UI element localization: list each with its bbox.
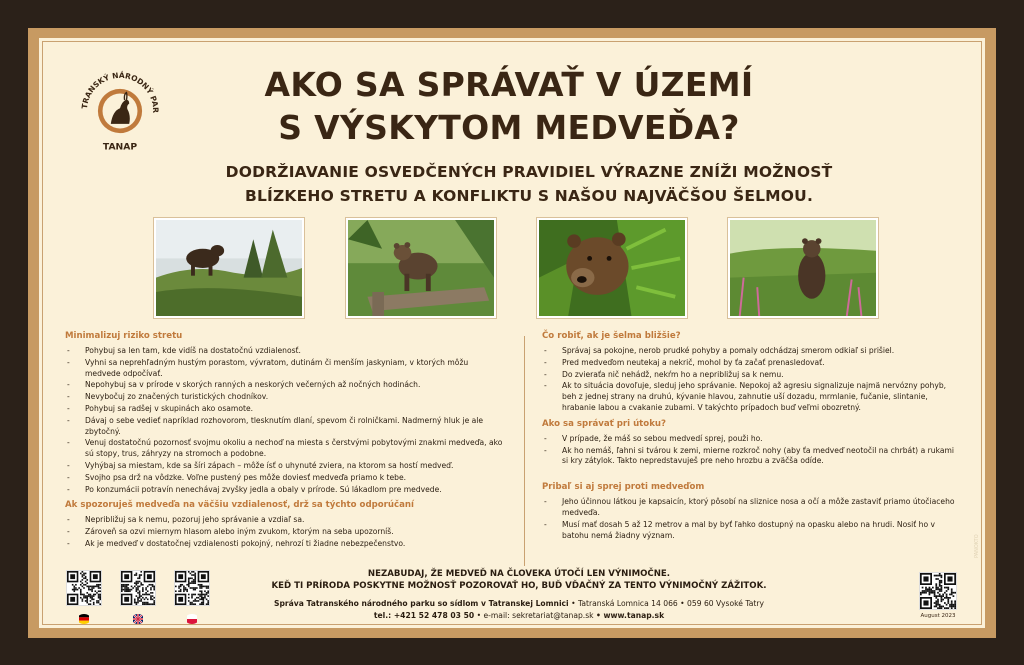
- qr-block-de[interactable]: [66, 570, 102, 624]
- printer-watermark: PANOKTO: [974, 534, 980, 558]
- warning-line-2: KEĎ TI PRÍRODA POSKYTNE MOŽNOSŤ POZOROVAŤ HO, BUĎ VĎAČNÝ ZA TENTO VÝNIMOČNÝ ZÁŽITOK.: [271, 581, 767, 591]
- list-item: - Musí mať dosah 5 až 12 metrov a mal by byť ľahko dostupný na opasku alebo na hrudi. Nosiť ho v batohu nemá žiadny význam.: [542, 520, 960, 542]
- list-item: - Vyhni sa neprehľadným hustým porastom, vývratom, dutinám či menším jaskyniam, v ktorých môžu medvede odpočívať.: [65, 358, 505, 380]
- organization-line: [239, 598, 799, 609]
- qr-block-pl[interactable]: [174, 570, 210, 624]
- title-line-2: S VÝSKYTOM MEDVEĎA?: [278, 108, 740, 147]
- list-minimize-risk: [65, 346, 505, 495]
- poster-panel: [39, 38, 985, 628]
- section-heading-bear-close: Čo robiť, ak je šelma bližšie?: [542, 331, 681, 341]
- logo-abbr: TANAP: [102, 141, 138, 153]
- list-spray: [542, 497, 960, 541]
- list-item: - Po konzumácii potravín nenechávaj zvyšky jedla a obaly v prírode. Sú lákadlom pre medvede.: [65, 485, 505, 496]
- contact-tel[interactable]: tel.: +421 52 478 03 50: [373, 611, 475, 620]
- list-bear-close: [542, 346, 960, 414]
- tanap-logo: [74, 65, 166, 157]
- qr-code-icon[interactable]: [174, 570, 210, 606]
- page-title: [169, 63, 849, 149]
- flag-germany-icon: [77, 614, 91, 624]
- contact-web[interactable]: • www.tanap.sk: [596, 611, 665, 620]
- photo-bear-standing-in-meadow: [728, 218, 878, 318]
- title-line-1: AKO SA SPRÁVAŤ V ÚZEMÍ: [264, 65, 754, 104]
- qr-block-en[interactable]: [120, 570, 156, 624]
- list-item: - Nevybočuj zo značených turistických chodníkov.: [65, 392, 505, 403]
- issue-date: August 2023: [920, 613, 956, 619]
- section-heading-distant-bear: Ak spozoruješ medveďa na väčšiu vzdialenosť, drž sa týchto odporúčaní: [65, 500, 414, 511]
- list-item: - Správaj sa pokojne, nerob prudké pohyby a pomaly odchádzaj smerom odkiaľ si prišiel.: [542, 346, 960, 357]
- page-subtitle: [159, 160, 899, 208]
- list-item: - Pred medveďom neutekaj a nekrič, mohol by ťa začať prenasledovať.: [542, 358, 960, 369]
- column-divider: [524, 336, 525, 566]
- flag-uk-icon: [131, 614, 145, 624]
- list-item: - Zároveň sa ozvi miernym hlasom alebo iným zvukom, ktorým na seba upozorníš.: [65, 527, 505, 538]
- list-item: - Pohybuj sa radšej v skupinách ako osamote.: [65, 404, 505, 415]
- list-item: - Svojho psa drž na vôdzke. Voľne pustený pes môže doviesť medveďa priamo k tebe.: [65, 473, 505, 484]
- organization-name: Správa Tatranského národného parku so sídlom v Tatranskej Lomnici: [274, 599, 569, 608]
- flag-poland-icon: [185, 614, 199, 624]
- logo-ring-text: TRANSKÝ NÁRODNÝ PAR: [79, 70, 161, 114]
- list-attack: [542, 434, 960, 467]
- contact-line: [239, 610, 799, 621]
- section-heading-spray: Pribaľ si aj sprej proti medveďom: [542, 482, 705, 493]
- qr-block-main[interactable]: [918, 572, 958, 619]
- poster-frame: [28, 28, 996, 638]
- right-column: [542, 330, 960, 545]
- organization-address: • Tatranská Lomnica 14 066 • 059 60 Vysoké Tatry: [571, 599, 764, 608]
- list-item: - Pohybuj sa len tam, kde vidíš na dostatočnú vzdialenosť.: [65, 346, 505, 357]
- list-item: - Nepribližuj sa k nemu, pozoruj jeho správanie a vzdiaľ sa.: [65, 515, 505, 526]
- photo-bear-face-in-ferns: [537, 218, 687, 318]
- qr-code-icon[interactable]: [66, 570, 102, 606]
- section-heading-minimize-risk: Minimalizuj riziko stretu: [65, 331, 183, 341]
- photo-bear-on-log-in-forest: [346, 218, 496, 318]
- qr-code-icon[interactable]: [919, 572, 957, 610]
- list-item: - Nepohybuj sa v prírode v skorých ranných a neskorých večerných až nočných hodinách.: [65, 380, 505, 391]
- list-item: - Venuj dostatočnú pozornosť svojmu okoliu a nechoď na miesta s čerstvými pobytovými znakmi medveďa, ako sú stopy, trus, záhryzy na stromoch a podobne.: [65, 438, 505, 460]
- list-item: - Jeho účinnou látkou je kapsaicín, ktorý pôsobí na sliznice nosa a očí a môže zastaviť priamo útočiaceho medveďa.: [542, 497, 960, 519]
- warning-line-1: NEZABUDAJ, ŽE MEDVEĎ NA ČLOVEKA ÚTOČÍ LEN VÝNIMOČNE.: [367, 569, 671, 579]
- list-item: - V prípade, že máš so sebou medvedí sprej, použi ho.: [542, 434, 960, 445]
- photo-bear-on-rocky-slope: [154, 218, 304, 318]
- list-item: - Vyhýbaj sa miestam, kde sa šíri zápach – môže ísť o uhynuté zviera, na ktorom sa hostí medveď.: [65, 461, 505, 472]
- qr-codes-languages: [66, 570, 210, 624]
- list-distant-bear: [65, 515, 505, 549]
- subtitle-line-1: DODRŽIAVANIE OSVEDČENÝCH PRAVIDIEL VÝRAZNE ZNÍŽI MOŽNOSŤ: [225, 163, 833, 181]
- list-item: - Dávaj o sebe vedieť napríklad rozhovorom, tlesknutím dlaní, spevom či rolničkami. Nadmerný hluk je ale zbytočný.: [65, 416, 505, 438]
- left-column: [65, 330, 505, 554]
- footer: [239, 568, 799, 621]
- list-item: - Ak je medveď v dostatočnej vzdialenosti pokojný, nehrozí ti žiadne nebezpečenstvo.: [65, 539, 505, 550]
- list-item: - Ak ho nemáš, ľahni si tvárou k zemi, mierne rozkroč nohy (aby ťa medveď neotočil na chrbát) a rukami si kry zátylok. Takto nepredstavuješ pre neho hrozbu a zväčša odíde.: [542, 446, 960, 468]
- contact-email[interactable]: • e-mail: sekretariat@tanap.sk: [476, 611, 594, 620]
- qr-code-icon[interactable]: [120, 570, 156, 606]
- subtitle-line-2: BLÍZKEHO STRETU A KONFLIKTU S NAŠOU NAJVÄČŠOU ŠELMOU.: [244, 187, 814, 205]
- section-heading-attack: Ako sa správať pri útoku?: [542, 418, 667, 429]
- list-item: - Ak to situácia dovoľuje, sleduj jeho správanie. Nepokoj až agresiu signalizuje najmä nervózny pohyb, beh z jednej strany na druhú, kývanie hlavou, zahnutie uší dozadu, mrmlanie, fučanie, slintanie, hrabanie labou a cvakanie zubami. V takýchto prípadoch buď veľmi obozretný.: [542, 381, 960, 413]
- list-item: - Do zvieraťa nič nehádž, nekŕm ho a nepribližuj sa k nemu.: [542, 370, 960, 381]
